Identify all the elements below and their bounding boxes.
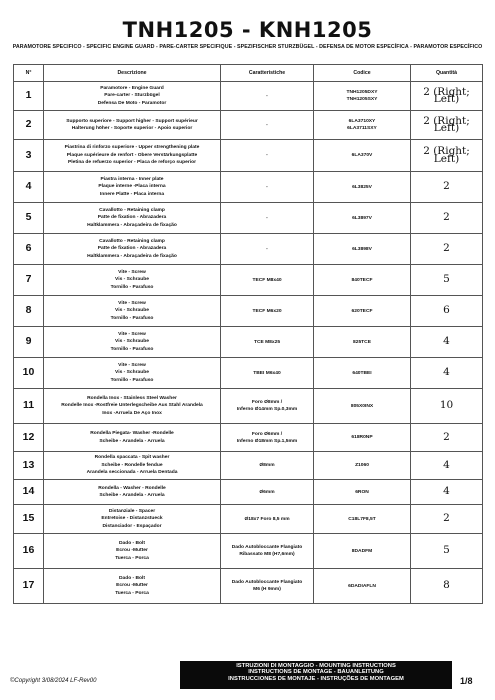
table-row — [14, 424, 483, 452]
description-line: Rondella Piegata- Washer -Rondelle — [90, 431, 174, 437]
table-row — [14, 327, 483, 358]
row-characteristics — [221, 140, 314, 172]
row-number: 4 — [14, 172, 44, 203]
characteristics-line: Inferno Ø14mm Sp.0,3mm — [236, 407, 298, 412]
row-code — [314, 296, 411, 327]
row-number: 15 — [14, 505, 44, 534]
description-line: Scheibe - Arandela - Arruela — [99, 493, 165, 498]
row-code — [314, 452, 411, 480]
row-description — [44, 140, 221, 172]
row-quantity: 2 — [411, 505, 483, 534]
description-line: Vite - Screw — [118, 331, 146, 337]
description-line: Pare-carter - Sturzbügel — [104, 93, 160, 99]
row-quantity: 4 — [411, 358, 483, 389]
row-number: 9 — [14, 327, 44, 358]
characteristics-line: - — [266, 246, 268, 252]
row-code — [314, 424, 411, 452]
row-code — [314, 82, 411, 111]
row-characteristics — [221, 534, 314, 569]
row-description — [44, 203, 221, 234]
code-line: 6DADIAFLN — [348, 583, 376, 589]
row-characteristics — [221, 327, 314, 358]
characteristics-line: Foro Ø6mm / — [251, 431, 283, 437]
characteristics-line: - — [266, 184, 268, 190]
description-line: Tuerca - Porca — [115, 590, 149, 596]
row-description — [44, 569, 221, 604]
row-number: 6 — [14, 234, 44, 265]
row-number: 2 — [14, 111, 44, 140]
characteristics-line: Ø8mm — [259, 463, 275, 468]
row-number: 16 — [14, 534, 44, 569]
code-line: 840TECF — [351, 277, 373, 283]
table-row — [14, 82, 483, 111]
description-line: Vite - Screw — [118, 269, 146, 275]
row-number: 10 — [14, 358, 44, 389]
code-line: 6L3898V — [352, 246, 372, 252]
table-row — [14, 452, 483, 480]
characteristics-line: Ø18x7 Foro 8,5 mm — [244, 516, 290, 522]
characteristics-line: Inferno Ø18mm Sp.1,5mm — [236, 438, 298, 444]
row-description — [44, 452, 221, 480]
description-line: Plaque interne -Placa interna — [98, 184, 166, 190]
characteristics-line: M6 (H 9mm) — [253, 587, 281, 592]
code-line: 6LA3711SXY — [347, 126, 377, 131]
characteristics-line: - — [266, 215, 268, 221]
characteristics-line: Ribassato M8 (H7,6mm) — [239, 552, 295, 557]
description-line: Vite - Screw — [118, 362, 146, 368]
row-code — [314, 140, 411, 172]
row-code — [314, 358, 411, 389]
table-row — [14, 569, 483, 604]
description-line: Patte de fixation - Abrazadera — [97, 246, 167, 252]
row-description — [44, 82, 221, 111]
characteristics-line: TBEI M6x40 — [253, 370, 281, 376]
row-characteristics — [221, 452, 314, 480]
description-line: Piastrina di rinforzo superiore - Upper strengthening plate — [64, 145, 200, 151]
col-header-code: Codice — [314, 65, 411, 82]
table-header-row — [14, 65, 483, 82]
row-code — [314, 265, 411, 296]
code-line: 6RON — [355, 489, 369, 495]
row-number: 8 — [14, 296, 44, 327]
table-row — [14, 265, 483, 296]
description-line: Rondella Inox - Stainless Steel Washer — [87, 395, 177, 401]
table-row — [14, 234, 483, 265]
row-quantity: 2 — [411, 234, 483, 265]
description-line: Tuerca - Porca — [115, 555, 149, 561]
code-line: 6L3897V — [352, 215, 372, 221]
row-description — [44, 111, 221, 140]
description-line: Distanciador - Espaçador — [102, 523, 162, 529]
row-number: 3 — [14, 140, 44, 172]
description-line: Cavallotto - Retaining clamp — [99, 238, 165, 244]
description-line: Supporto superiore - Support higher - Support supérieur — [66, 118, 198, 124]
characteristics-line: - — [266, 153, 268, 158]
row-characteristics — [221, 505, 314, 534]
code-line: 618R0NP — [351, 435, 373, 440]
row-code — [314, 172, 411, 203]
description-line: Rondella spaccata - Spit washer — [94, 455, 170, 461]
row-description — [44, 358, 221, 389]
description-line: Tornillo - Parafuso — [110, 315, 154, 321]
row-quantity: 4 — [411, 480, 483, 505]
row-number: 11 — [14, 389, 44, 424]
code-line: TNH1205DXY — [346, 90, 378, 95]
description-line: Paramotore - Engine Guard — [100, 85, 164, 91]
description-line: Defensa De Moto - Paramotor — [97, 100, 167, 106]
row-number: 14 — [14, 480, 44, 505]
table-row — [14, 389, 483, 424]
characteristics-line: Dado Autobloccante Flangiato — [231, 580, 303, 585]
row-quantity: 6 — [411, 296, 483, 327]
row-description — [44, 389, 221, 424]
row-code — [314, 234, 411, 265]
characteristics-line: Dado Autobloccante Flangiato — [231, 545, 303, 550]
row-number: 1 — [14, 82, 44, 111]
description-line: Tornillo - Parafuso — [110, 346, 154, 352]
code-line: 6L3825V — [352, 184, 372, 190]
row-code — [314, 569, 411, 604]
table-row — [14, 480, 483, 505]
characteristics-line: - — [266, 93, 268, 99]
row-characteristics — [221, 389, 314, 424]
code-line: 8DADFM — [351, 548, 373, 554]
row-description — [44, 172, 221, 203]
col-header-quantity: Quantità — [411, 65, 483, 82]
table-row — [14, 505, 483, 534]
instructions-line: ISTRUZIONI DI MONTAGGIO - MOUNTING INSTRUCTIONS — [236, 663, 396, 669]
row-characteristics — [221, 172, 314, 203]
col-header-characteristics: Caratteristiche — [221, 65, 314, 82]
row-characteristics — [221, 265, 314, 296]
description-line: Distanziale - Spacer — [108, 508, 156, 514]
row-number: 5 — [14, 203, 44, 234]
table-row — [14, 296, 483, 327]
row-description — [44, 480, 221, 505]
row-code — [314, 534, 411, 569]
row-description — [44, 327, 221, 358]
row-quantity: 2 (Right; Left) — [411, 111, 483, 140]
characteristics-line: Ø6mm — [259, 489, 275, 495]
code-line: TNH1205SXY — [346, 97, 378, 102]
characteristics-line: - — [266, 122, 268, 128]
page-title: TNH1205 - KNH1205 — [122, 18, 373, 42]
table-row — [14, 140, 483, 172]
row-code — [314, 480, 411, 505]
description-line: Scheibe - Rondelle fendue — [101, 462, 163, 468]
description-line: Inox -Arruela De Aço Inox — [102, 410, 162, 416]
instructions-line: INSTRUCCIONES DE MONTAJE - INSTRUÇÕES DE MONTAGEM — [228, 675, 404, 682]
row-characteristics — [221, 234, 314, 265]
row-quantity: 5 — [411, 534, 483, 569]
row-quantity: 5 — [411, 265, 483, 296]
row-number: 17 — [14, 569, 44, 604]
description-line: Halterung höher - Soporte superior - Apoio superior — [71, 126, 193, 131]
row-quantity: 2 (Right; Left) — [411, 140, 483, 172]
description-line: Tornillo - Parafuso — [110, 284, 154, 290]
description-line: Vis - Schraube — [115, 277, 149, 283]
parts-table — [13, 64, 483, 604]
row-quantity: 4 — [411, 452, 483, 480]
row-description — [44, 234, 221, 265]
description-line: Vis - Schraube — [115, 339, 149, 345]
row-characteristics — [221, 203, 314, 234]
row-quantity: 2 — [411, 203, 483, 234]
row-quantity: 4 — [411, 327, 483, 358]
description-line: Vite - Screw — [118, 300, 146, 306]
row-quantity: 2 (Right; Left) — [411, 82, 483, 111]
row-number: 12 — [14, 424, 44, 452]
row-description — [44, 424, 221, 452]
characteristics-line: TECF M8x40 — [252, 277, 282, 283]
row-characteristics — [221, 480, 314, 505]
description-line: Rondella - Washer - Rondelle — [98, 485, 166, 491]
row-description — [44, 296, 221, 327]
description-line: Pletina de refuerzo superior - Placa de reforço superior — [67, 160, 196, 166]
description-line: Rondelle Inox -Rostfreie Unterlegscheibe Aus Stahl Arandela — [61, 403, 203, 409]
row-code — [314, 203, 411, 234]
code-line: 640TBEI — [352, 370, 372, 376]
description-line: Cavallotto - Retaining clamp — [99, 207, 165, 213]
row-code — [314, 505, 411, 534]
code-line: 620TECF — [351, 308, 373, 314]
characteristics-line: TCE M8x25 — [253, 339, 281, 345]
row-characteristics — [221, 358, 314, 389]
description-line: Innere Platte - Placa interna — [99, 191, 165, 197]
row-description — [44, 505, 221, 534]
characteristics-line: Foro Ø8mm / — [251, 400, 283, 405]
description-line: Entretoise - Distanzstueck — [101, 516, 163, 522]
description-line: Piastra interna - Inner plate — [100, 176, 164, 182]
characteristics-line: TECF M6x20 — [252, 308, 282, 314]
row-characteristics — [221, 82, 314, 111]
instructions-banner — [180, 661, 452, 689]
description-line: Haltklammera - Abraçadeira de fixação — [87, 222, 177, 228]
row-quantity: 8 — [411, 569, 483, 604]
row-quantity: 2 — [411, 424, 483, 452]
code-line: 6LA370V — [351, 153, 373, 158]
description-line: Arandela seccionada - Arruela Dentada — [86, 470, 178, 476]
table-row — [14, 111, 483, 140]
instructions-line: INSTRUCTIONS DE MONTAGE - BAUANLEITUNG — [248, 669, 384, 676]
page-subtitle: PARAMOTORE SPECIFICO - SPECIFIC ENGINE GUARD - PARE-CARTER SPECIFIQUE - SPEZIFISCHER STURZBÜGEL - DEFENSA DE MOTOR ESPECÍFICA - PARAMOTOR ESPECÍFICO — [12, 44, 483, 50]
code-line: 825TCE — [353, 339, 371, 345]
description-line: Ecrou -Mutter — [116, 583, 148, 589]
description-line: Scheibe - Arandela - Arruela — [99, 438, 165, 444]
page-number: 1/8 — [460, 676, 473, 686]
description-line: Haltklammera - Abraçadeira de fixação — [87, 253, 177, 259]
row-number: 13 — [14, 452, 44, 480]
col-header-description: Descrizione — [44, 65, 221, 82]
row-characteristics — [221, 424, 314, 452]
row-description — [44, 534, 221, 569]
row-characteristics — [221, 569, 314, 604]
table-row — [14, 358, 483, 389]
row-description — [44, 265, 221, 296]
code-line: 6LA3710XY — [348, 119, 376, 124]
code-line: 805X0INX — [350, 403, 374, 409]
row-characteristics — [221, 296, 314, 327]
code-line: Z1060 — [355, 463, 369, 468]
row-characteristics — [221, 111, 314, 140]
col-header-number: N° — [14, 65, 44, 82]
table-row — [14, 203, 483, 234]
description-line: Ecrou -Mutter — [116, 548, 148, 554]
description-line: Dado - Bolt — [118, 575, 146, 581]
row-code — [314, 389, 411, 424]
row-number: 7 — [14, 265, 44, 296]
description-line: Vis - Schraube — [115, 308, 149, 314]
row-quantity: 10 — [411, 389, 483, 424]
description-line: Patte de fixation - Abrazadera — [97, 215, 167, 221]
row-code — [314, 327, 411, 358]
description-line: Tornillo - Parafuso — [110, 377, 154, 383]
description-line: Plaque supérieure de renfort - Obere Verstärkungsplatte — [66, 152, 198, 158]
description-line: Dado - Bolt — [118, 540, 146, 546]
code-line: C18L7F8,5T — [348, 516, 376, 522]
row-code — [314, 111, 411, 140]
copyright-text: ©Copyright 3/08/2024 LF-Rev00 — [10, 678, 97, 684]
row-quantity: 2 — [411, 172, 483, 203]
description-line: Vis - Schraube — [115, 370, 149, 376]
table-row — [14, 172, 483, 203]
table-row — [14, 534, 483, 569]
